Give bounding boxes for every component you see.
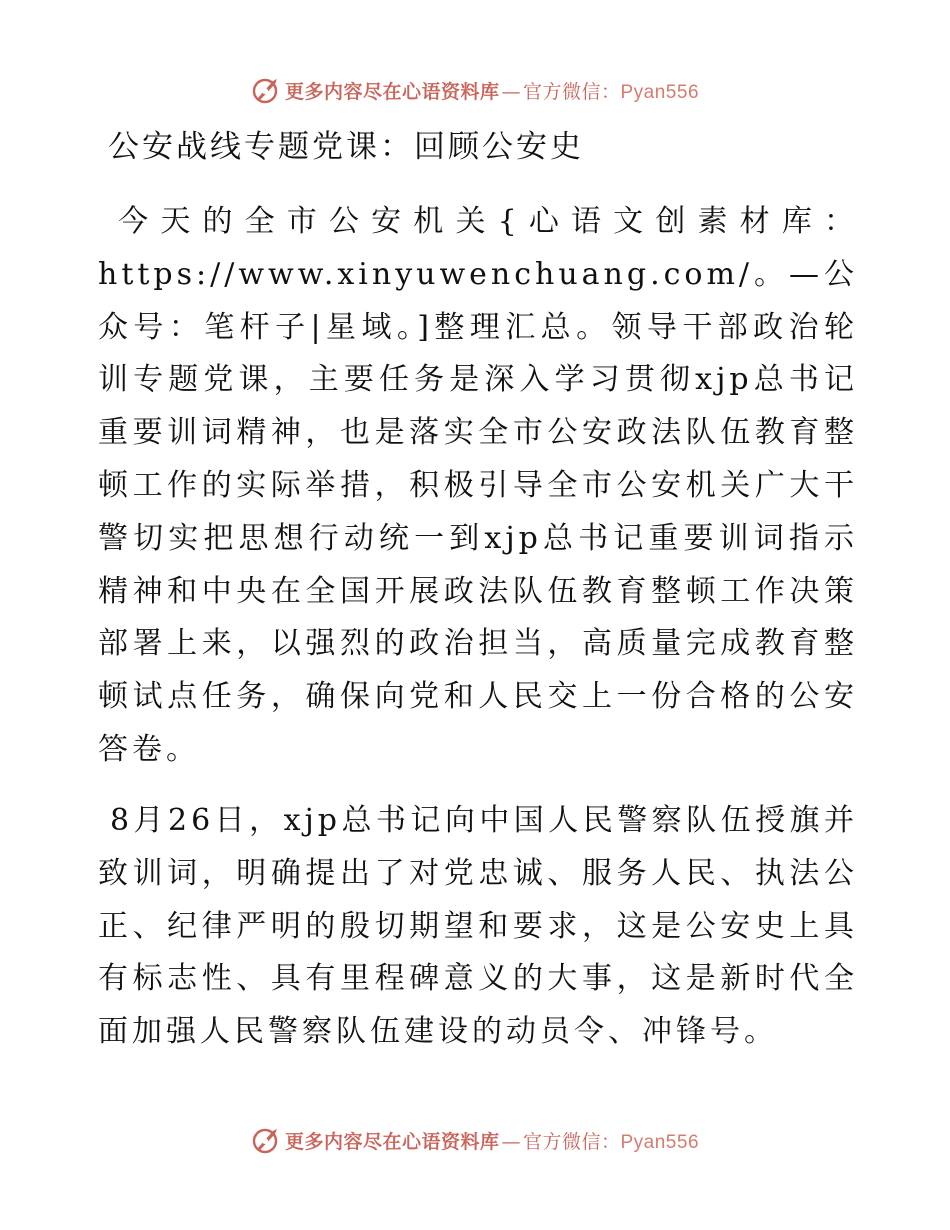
header-banner bbox=[0, 70, 950, 110]
footer-banner-wechat-id: Pyan556 bbox=[620, 1131, 700, 1153]
header-banner-wechat-id: Pyan556 bbox=[620, 81, 700, 103]
paragraph-1-text: 今天的全市公安机关{心语文创素材库：https://www.xinyuwenchuang.com/。—公众号：笔杆子|星域。]整理汇总。领导干部政治轮训专题党课，主要任务是深入学习贯彻xjp总书记重要训词精神，也是落实全市公安政法队伍教育整顿工作的实际举措，积极引导全市公安机关广大干警切实把思想行动统一到xjp总书记重要训词指示精神和中央在全国开展政法队伍教育整顿工作决策部署上来，以强烈的政治担当，高质量完成教育整顿试点任务，确保向党和人民交上一份合格的公安答卷。 bbox=[98, 204, 858, 767]
document-title: 公安战线专题党课：回顾公安史 bbox=[108, 129, 584, 165]
footer-banner-text bbox=[285, 1127, 699, 1154]
footer-banner bbox=[0, 1120, 950, 1160]
document-paragraph-1 bbox=[98, 196, 858, 777]
header-banner-separator: — bbox=[501, 80, 521, 103]
paragraph-2-text: 8月26日，xjp总书记向中国人民警察队伍授旗并致训词，明确提出了对党忠诚、服务人民、执法公正、纪律严明的殷切期望和要求，这是公安史上具有标志性、具有里程碑意义的大事，这是新时代全面加强人民警察队伍建设的动员令、冲锋号。 bbox=[98, 803, 858, 1050]
document-paragraph-2 bbox=[98, 795, 858, 1059]
header-banner-text bbox=[285, 77, 699, 104]
header-banner-wechat-label: 官方微信： bbox=[522, 80, 621, 103]
footer-banner-slogan: 更多内容尽在心语资料库 bbox=[284, 1130, 500, 1153]
header-banner-slogan: 更多内容尽在心语资料库 bbox=[284, 80, 500, 103]
quill-pen-logo-icon bbox=[251, 75, 281, 105]
footer-banner-wechat-label: 官方微信： bbox=[522, 1130, 621, 1153]
footer-banner-separator: — bbox=[501, 1130, 521, 1153]
quill-pen-logo-icon bbox=[251, 1125, 281, 1155]
